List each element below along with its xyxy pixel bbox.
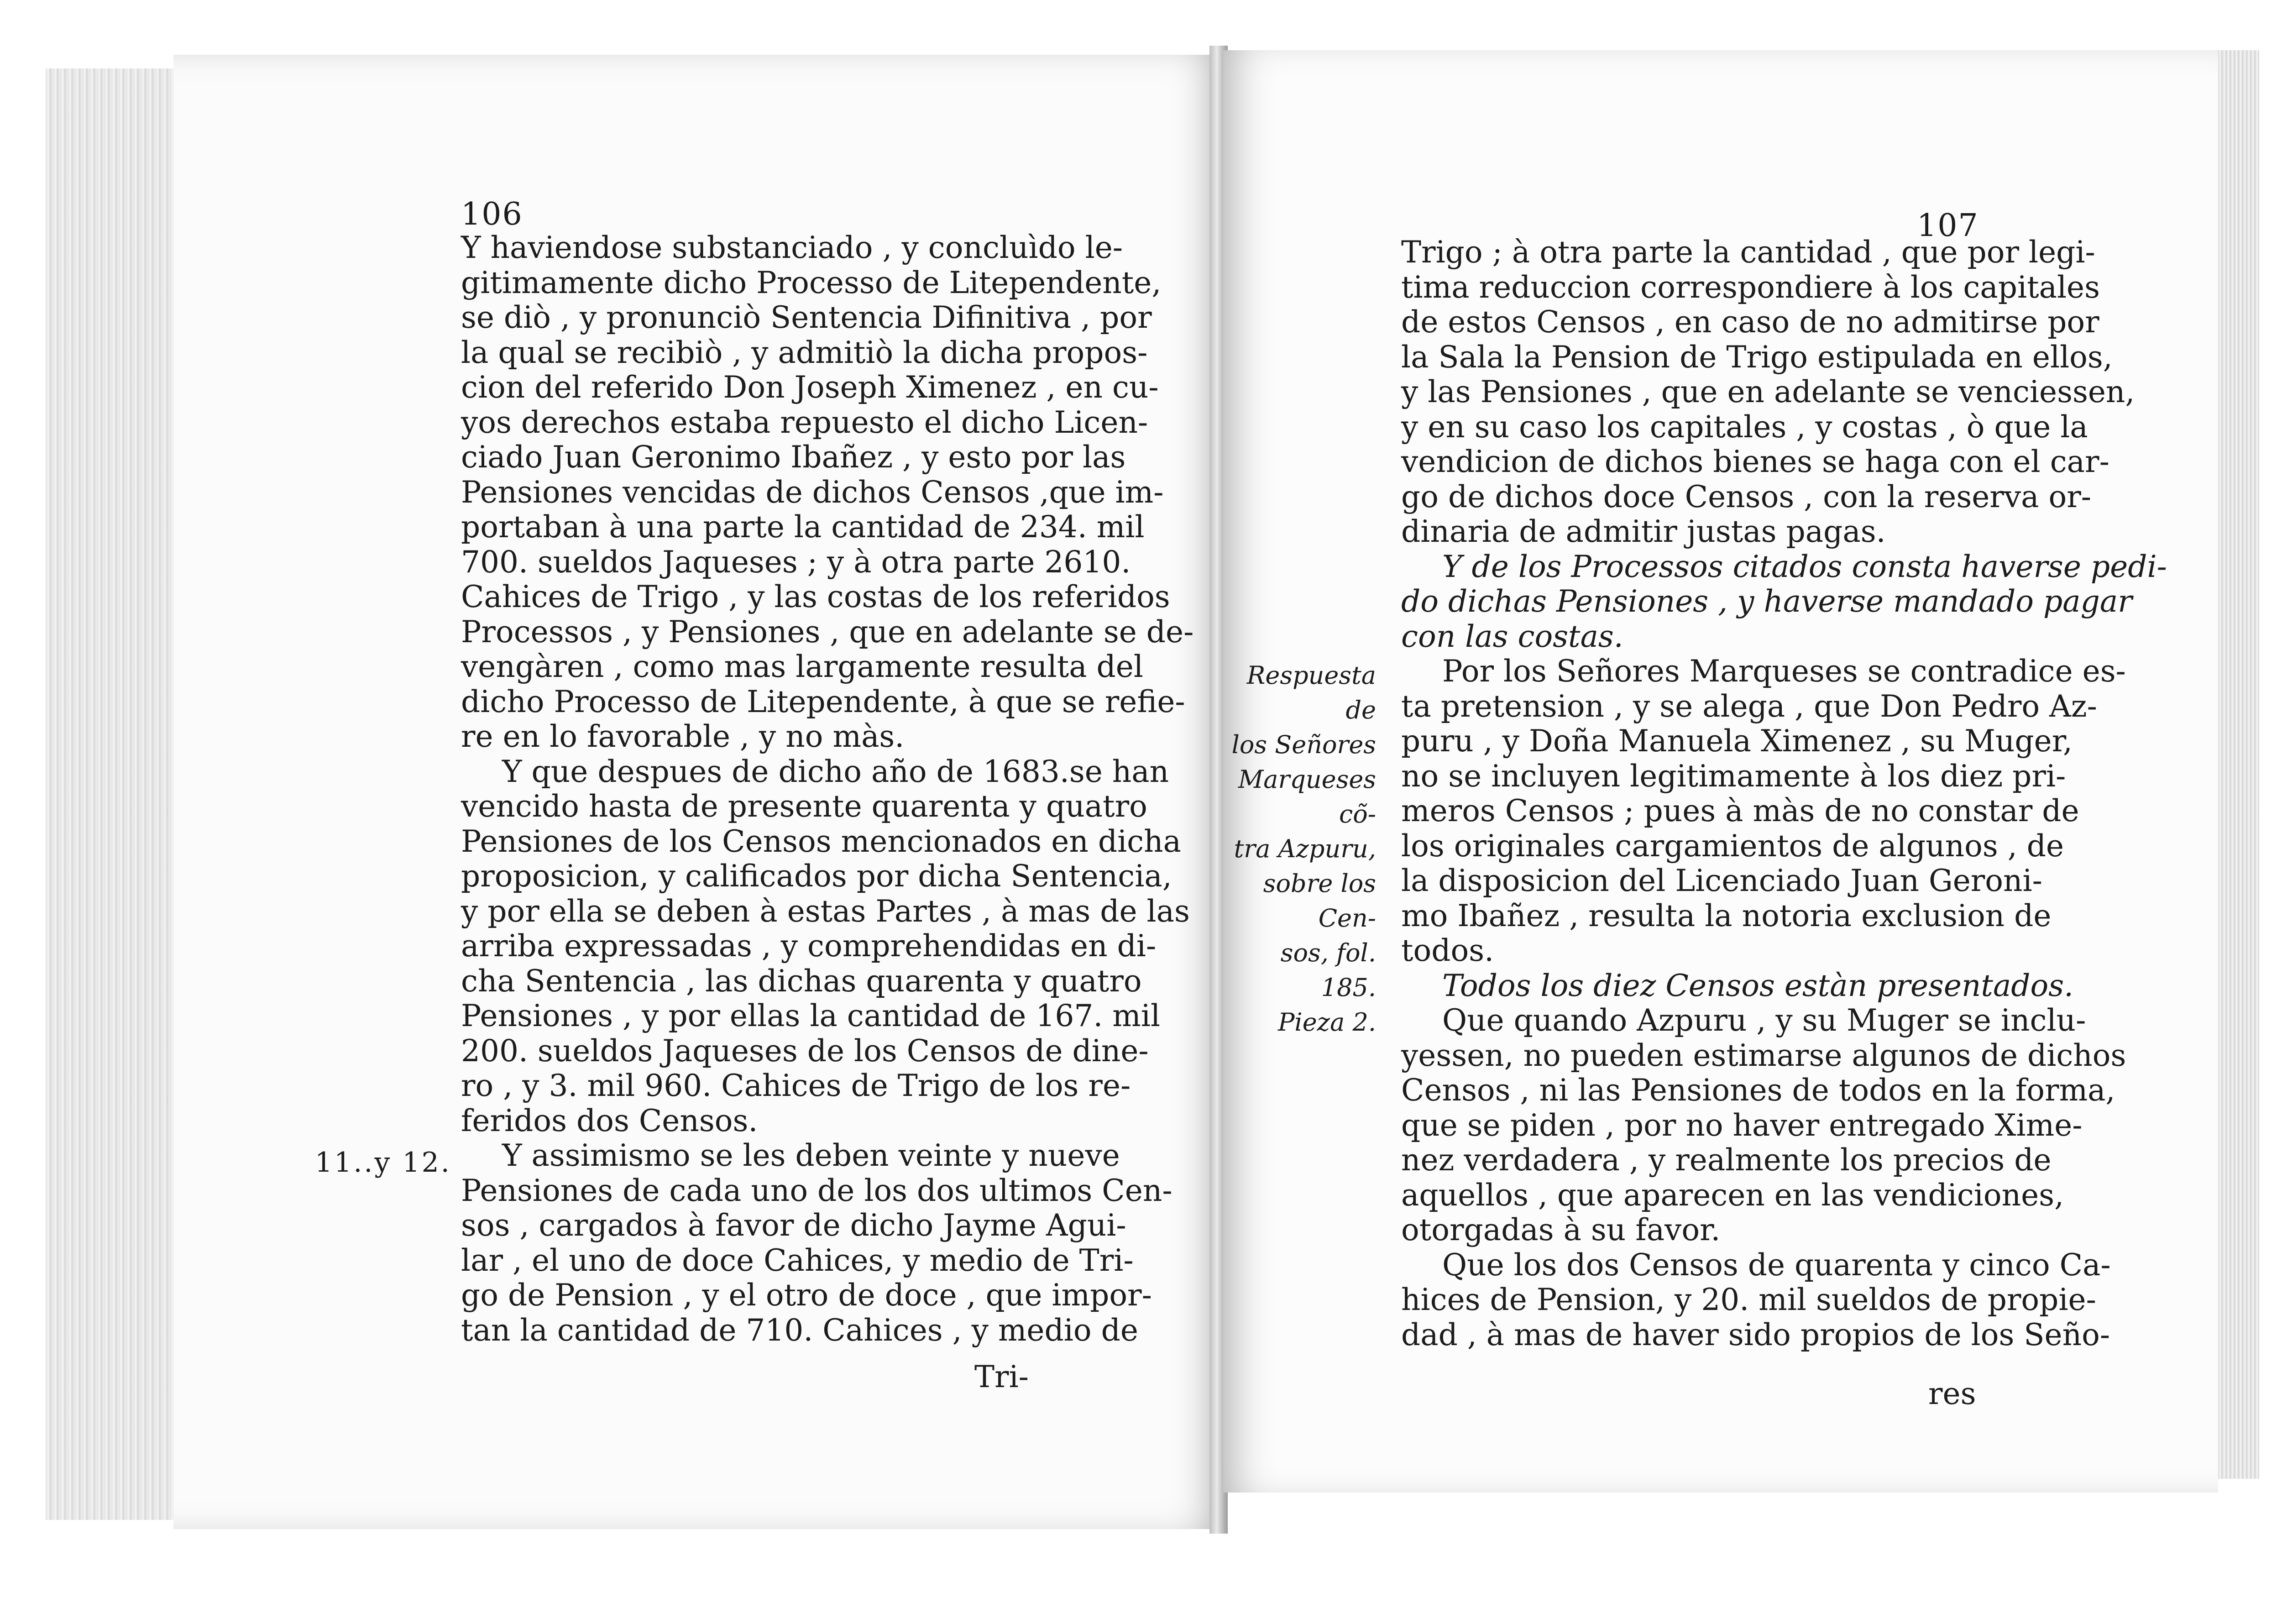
italic-annotation-censos xyxy=(1401,968,2074,1004)
italic-annotation xyxy=(1401,549,2167,655)
right-page-edges xyxy=(2218,50,2259,1479)
text-line: y en su caso los capitales , y costas , ò que la xyxy=(1401,409,2088,445)
margin-note-line: sos, fol. 185. xyxy=(1280,938,1376,1002)
text-line: Y haviendose substanciado , y concluìdo le- xyxy=(461,230,1123,265)
text-line: Que los dos Censos de quarenta y cinco Ca- xyxy=(1442,1247,2111,1283)
text-line: Todos los diez Censos estàn presentados. xyxy=(1442,968,2074,1003)
page-number-right: 107 xyxy=(1917,208,1979,244)
text-line: otorgadas à su favor. xyxy=(1401,1212,1721,1247)
text-line: hices de Pension, y 20. mil sueldos de propie- xyxy=(1401,1282,2096,1317)
text-line: Y assimismo se les deben veinte y nueve xyxy=(502,1138,1120,1173)
text-line: y por ella se deben à estas Partes , à mas de las xyxy=(461,893,1190,929)
text-line: los originales cargamientos de algunos , de xyxy=(1401,828,2064,864)
text-line: la qual se recibiò , y admitiò la dicha propos- xyxy=(461,335,1148,370)
text-line: meros Censos ; pues à màs de no constar de xyxy=(1401,793,2079,828)
margin-note xyxy=(1223,658,1376,1040)
text-line: Pensiones de los Censos mencionados en dicha xyxy=(461,823,1182,859)
text-line: yos derechos estaba repuesto el dicho Licen- xyxy=(461,404,1148,440)
text-line: sos , cargados à favor de dicho Jayme Agui- xyxy=(461,1208,1126,1243)
catchword-right: res xyxy=(1928,1376,1976,1411)
text-line: la disposicion del Licenciado Juan Geroni- xyxy=(1401,863,2042,898)
left-margin-marker: 11..y 12. xyxy=(315,1147,451,1179)
paragraph-dos-censos xyxy=(1401,1247,2111,1353)
text-line: todos. xyxy=(1401,933,1494,968)
text-line: Por los Señores Marqueses se contradice es- xyxy=(1442,654,2126,689)
text-line: puru , y Doña Manuela Ximenez , su Muger, xyxy=(1401,723,2073,759)
text-line: y las Pensiones , que en adelante se venciessen, xyxy=(1401,374,2135,409)
text-line: Processos , y Pensiones , que en adelante se de- xyxy=(461,614,1194,650)
margin-note-line: Marqueses cõ- xyxy=(1238,765,1376,828)
text-line: re en lo favorable , y no màs. xyxy=(461,719,905,754)
text-line: portaban à una parte la cantidad de 234. mil xyxy=(461,509,1145,545)
left-page-edges xyxy=(46,68,192,1520)
text-line: Pensiones vencidas de dichos Censos ,que im- xyxy=(461,474,1164,510)
text-line: Trigo ; à otra parte la cantidad , que por legi- xyxy=(1401,235,2095,270)
text-line: tan la cantidad de 710. Cahices , y medio de xyxy=(461,1312,1138,1348)
paragraph-contradiction xyxy=(1401,654,2126,969)
text-line: gitimamente dicho Processo de Litependente, xyxy=(461,265,1162,300)
text-line: cha Sentencia , las dichas quarenta y quatro xyxy=(461,963,1142,999)
text-line: Cahices de Trigo , y las costas de los referidos xyxy=(461,579,1170,614)
text-line: con las costas. xyxy=(1401,618,1623,654)
text-line: vencido hasta de presente quarenta y quatro xyxy=(461,789,1147,824)
text-line: vengàren , como mas largamente resulta del xyxy=(461,649,1143,684)
text-line: la Sala la Pension de Trigo estipulada en ellos, xyxy=(1401,339,2113,375)
margin-note-line: Pieza 2. xyxy=(1278,1008,1376,1037)
text-line: ro , y 3. mil 960. Cahices de Trigo de los re- xyxy=(461,1068,1131,1103)
paragraph-azpuru xyxy=(1401,1003,2126,1248)
text-line: ciado Juan Geronimo Ibañez , y esto por las xyxy=(461,440,1126,475)
text-line: feridos dos Censos. xyxy=(461,1103,758,1138)
margin-note-line: tra Azpuru, xyxy=(1234,834,1376,863)
text-line: proposicion, y calificados por dicha Sentencia, xyxy=(461,859,1172,894)
text-line: go de dichos doce Censos , con la reserva or- xyxy=(1401,479,2092,514)
text-line: dad , à mas de haver sido propios de los Seño- xyxy=(1401,1317,2110,1352)
text-line: que se piden , por no haver entregado Xime- xyxy=(1401,1107,2083,1143)
text-line: 700. sueldos Jaqueses ; y à otra parte 2610. xyxy=(461,544,1131,580)
text-line: Y que despues de dicho año de 1683.se han xyxy=(502,754,1169,789)
text-line: aquellos , que aparecen en las vendiciones, xyxy=(1401,1177,2064,1213)
text-line: vendicion de dichos bienes se haga con el car- xyxy=(1401,444,2109,479)
text-line: dicho Processo de Litependente, à que se refie- xyxy=(461,684,1185,719)
text-line: mo Ibañez , resulta la notoria exclusion de xyxy=(1401,898,2052,933)
page-number-left: 106 xyxy=(461,196,523,232)
text-line: do dichas Pensiones , y haverse mandado pagar xyxy=(1401,584,2132,619)
text-line: nez verdadera , y realmente los precios de xyxy=(1401,1142,2052,1178)
text-line: de estos Censos , en caso de no admitirse por xyxy=(1401,304,2099,340)
text-line: Censos , ni las Pensiones de todos en la forma, xyxy=(1401,1073,2115,1108)
text-line: 200. sueldos Jaqueses de los Censos de dine- xyxy=(461,1033,1149,1069)
margin-note-line: sobre los Cen- xyxy=(1263,869,1376,932)
paragraph-2 xyxy=(461,754,1190,1139)
text-line: go de Pension , y el otro de doce , que impor- xyxy=(461,1278,1152,1313)
text-line: dinaria de admitir justas pagas. xyxy=(1401,514,1886,549)
right-text-column xyxy=(1401,235,2167,1352)
paragraph-continued xyxy=(1401,235,2135,550)
text-line: ta pretension , y se alega , que Don Pedro Az- xyxy=(1401,688,2097,724)
catchword-left: Tri- xyxy=(974,1359,1029,1394)
text-line: cion del referido Don Joseph Ximenez , en cu- xyxy=(461,370,1159,405)
text-line: no se incluyen legitimamente à los diez pri- xyxy=(1401,758,2066,794)
text-line: Pensiones de cada uno de los dos ultimos Cen- xyxy=(461,1173,1172,1208)
text-line: Que quando Azpuru , y su Muger se inclu- xyxy=(1442,1003,2086,1038)
paragraph-1 xyxy=(461,230,1194,754)
paragraph-3 xyxy=(461,1138,1172,1348)
text-line: lar , el uno de doce Cahices, y medio de Tri- xyxy=(461,1242,1134,1278)
left-text-column xyxy=(461,230,1194,1348)
text-line: Y de los Processos citados consta haverse pedi- xyxy=(1442,549,2167,584)
text-line: yessen, no pueden estimarse algunos de dichos xyxy=(1401,1037,2126,1073)
margin-note-line: los Señores xyxy=(1231,730,1376,759)
text-line: tima reduccion correspondiere à los capitales xyxy=(1401,269,2100,305)
text-line: Pensiones , y por ellas la cantidad de 167. mil xyxy=(461,998,1161,1033)
text-line: se diò , y pronunciò Sentencia Difinitiva , por xyxy=(461,300,1152,335)
text-line: arriba expressadas , y comprehendidas en di- xyxy=(461,928,1157,964)
margin-note-line: Respuesta de xyxy=(1246,661,1376,724)
